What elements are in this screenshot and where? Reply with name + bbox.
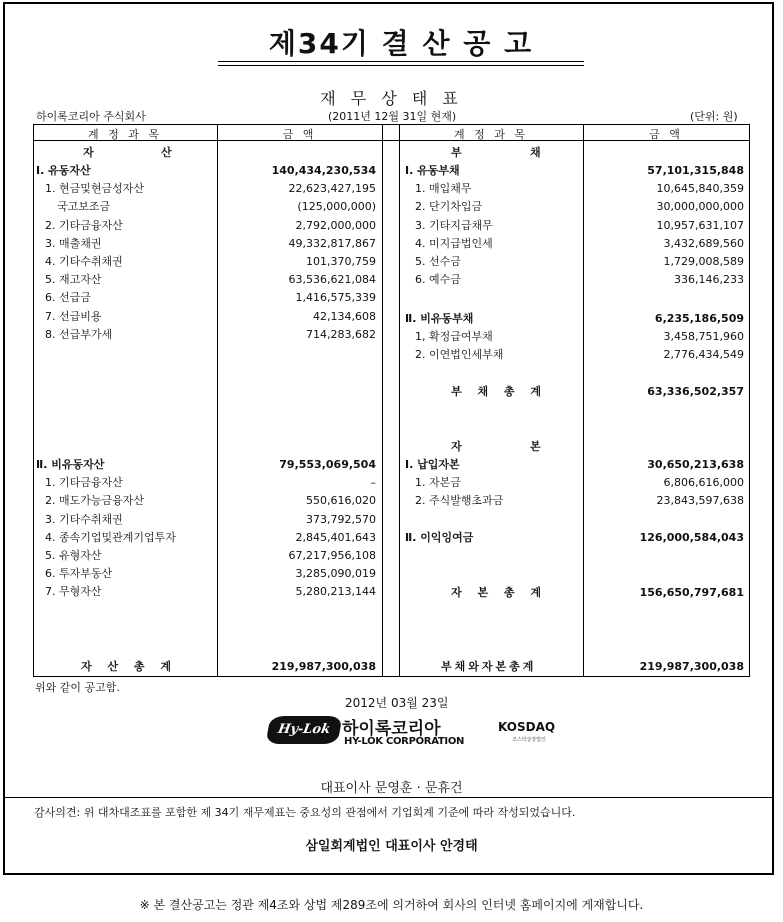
account-label: 7. 무형자산 — [45, 585, 102, 599]
col-divider — [749, 124, 750, 676]
col-divider — [217, 124, 218, 676]
account-amount: 2,776,434,549 — [663, 348, 744, 362]
section-label: Ⅱ. 이익잉여금 — [405, 531, 474, 544]
account-amount: 2,792,000,000 — [295, 218, 376, 232]
section-amount: 79,553,069,504 — [279, 458, 376, 471]
section-amount: 6,235,186,509 — [654, 312, 744, 325]
notice-text: 위와 같이 공고함. — [35, 681, 120, 694]
statement-title: 재 무 상 태 표 — [320, 89, 463, 108]
account-amount: 3,285,090,019 — [295, 567, 376, 581]
equity-total-label: 자 본 총 계 — [451, 586, 547, 599]
account-label: 2. 주식발행초과금 — [415, 494, 504, 508]
account-label: 6. 예수금 — [415, 273, 461, 287]
section-amount: 140,434,230,534 — [271, 164, 376, 177]
liabilities-total-amount: 63,336,502,357 — [647, 385, 744, 398]
liabilities-heading-left: 부 — [451, 146, 462, 159]
section-label: Ⅰ. 유동부채 — [405, 164, 460, 177]
liab-equity-total-label: 부채와자본총계 — [441, 660, 537, 673]
account-label: 3. 기타지급채무 — [415, 218, 493, 232]
kosdaq-logo: KOSDAQ — [498, 720, 556, 734]
company-logo-subtitle: HY-LOK CORPORATION — [344, 736, 465, 747]
account-amount: 373,792,570 — [306, 512, 376, 526]
account-amount: 101,370,759 — [306, 255, 376, 268]
notice-date: 2012년 03월 23일 — [345, 696, 449, 710]
footnote: ※ 본 결산공고는 정관 제4조와 상법 제289조에 의거하여 회사의 인터넷 홈페이지에 게재합니다. — [139, 898, 644, 912]
header-account-left: 계 정 과 목 — [88, 128, 162, 141]
hylok-logo-mark: Hy-Lok — [266, 716, 343, 744]
assets-total-amount: 219,987,300,038 — [271, 660, 376, 673]
account-amount: (125,000,000) — [297, 200, 376, 214]
page-title: 제34기 결 산 공 고 — [268, 27, 534, 60]
account-amount: 714,283,682 — [306, 327, 376, 341]
section-amount: 30,650,213,638 — [647, 458, 744, 471]
liabilities-heading-right: 채 — [530, 146, 541, 159]
account-amount: 3,458,751,960 — [663, 330, 744, 344]
account-label: 5. 선수금 — [415, 255, 461, 268]
account-label: 6. 선급금 — [45, 291, 91, 305]
account-amount: 1,416,575,339 — [295, 291, 376, 305]
header-amount-left: 금 액 — [282, 128, 317, 141]
kosdaq-logo-sub: 코스닥상장법인 — [512, 737, 546, 743]
account-amount: 22,623,427,195 — [288, 182, 376, 196]
account-label: 8. 선급부가세 — [45, 327, 113, 341]
account-amount: 1,729,008,589 — [663, 255, 744, 268]
col-divider — [382, 124, 383, 676]
liabilities-total-label: 부 채 총 계 — [451, 385, 547, 398]
account-amount: 49,332,817,867 — [288, 236, 376, 250]
section-amount: 126,000,584,043 — [639, 531, 744, 544]
title-underline-2 — [218, 65, 584, 66]
account-amount: 6,806,616,000 — [663, 476, 744, 490]
account-label: 2. 이연법인세부채 — [415, 348, 504, 362]
account-amount: 336,146,233 — [674, 273, 744, 287]
equity-heading-left: 자 — [451, 440, 462, 453]
account-label: 5. 재고자산 — [45, 273, 102, 287]
unit-label: (단위: 원) — [690, 110, 738, 123]
account-label: 국고보조금 — [57, 200, 111, 214]
table-top-border — [33, 124, 750, 125]
title-underline — [218, 61, 584, 62]
section-label: Ⅰ. 유동자산 — [36, 164, 91, 177]
account-label: 2. 기타금융자산 — [45, 218, 123, 232]
table-bottom-border — [33, 676, 750, 677]
assets-heading-left: 자 — [83, 146, 94, 159]
header-amount-right: 금 액 — [649, 128, 683, 141]
audit-opinion: 감사의견: 위 대차대조표를 포함한 제 34기 재무제표는 중요성의 관점에서 기업회계 기준에 따라 작성되었습니다. — [34, 806, 576, 819]
account-amount: 10,957,631,107 — [656, 218, 744, 232]
account-amount: 67,217,956,108 — [288, 549, 376, 562]
equity-total-amount: 156,650,797,681 — [639, 586, 744, 599]
liab-equity-total-amount: 219,987,300,038 — [639, 660, 744, 673]
header-account-right: 계 정 과 목 — [454, 128, 528, 141]
account-label: 1. 기타금융자산 — [45, 476, 123, 490]
account-amount: 5,280,213,144 — [295, 585, 376, 599]
account-amount: 23,843,597,638 — [656, 494, 744, 508]
assets-heading-right: 산 — [161, 146, 172, 159]
balance-sheet-table — [33, 124, 750, 676]
account-label: 4. 종속기업및관계기업투자 — [45, 530, 176, 544]
section-label: Ⅱ. 비유동부채 — [405, 312, 474, 325]
col-divider — [33, 124, 34, 676]
account-label: 1. 현금및현금성자산 — [45, 182, 144, 196]
section-label: Ⅰ. 납입자본 — [405, 458, 460, 471]
account-label: 1, 확정급여부채 — [415, 330, 493, 344]
account-amount: 42,134,608 — [313, 309, 376, 323]
account-amount: – — [370, 476, 376, 490]
account-label: 3. 기타수취채권 — [45, 512, 123, 526]
account-amount: 2,845,401,643 — [295, 530, 376, 544]
section-label: Ⅱ. 비유동자산 — [36, 458, 105, 471]
account-amount: 63,536,621,084 — [288, 273, 376, 287]
account-label: 7. 선급비용 — [45, 309, 102, 323]
account-label: 6. 투자부동산 — [45, 567, 113, 581]
ceo-names: 대표이사 문영훈 · 문휴건 — [320, 781, 463, 796]
account-label: 5. 유형자산 — [45, 549, 102, 562]
auditor-signature: 삼일회계법인 대표이사 안경태 — [305, 839, 478, 854]
account-label: 4. 미지급법인세 — [415, 236, 493, 250]
col-divider — [399, 124, 400, 676]
account-label: 4. 기타수취채권 — [45, 255, 123, 268]
assets-total-label: 자 산 총 계 — [81, 660, 177, 673]
company-logo-name: 하이록코리아 — [342, 719, 441, 739]
period-date: (2011년 12월 31일 현재) — [328, 110, 457, 123]
section-amount: 57,101,315,848 — [647, 164, 744, 177]
ceo-divider — [5, 797, 772, 798]
account-amount: 30,000,000,000 — [656, 200, 744, 214]
company-name: 하이록코리아 주식회사 — [36, 110, 146, 123]
account-label: 3. 매출채권 — [45, 236, 102, 250]
equity-heading-right: 본 — [530, 440, 541, 453]
account-label: 1. 자본금 — [415, 476, 461, 490]
account-label: 2. 매도가능금융자산 — [45, 494, 144, 508]
col-divider — [583, 124, 584, 676]
account-amount: 550,616,020 — [306, 494, 376, 508]
account-label: 2. 단기차입금 — [415, 200, 483, 214]
account-label: 1. 매입채무 — [415, 182, 472, 196]
account-amount: 3,432,689,560 — [663, 236, 744, 250]
account-amount: 10,645,840,359 — [656, 182, 744, 196]
